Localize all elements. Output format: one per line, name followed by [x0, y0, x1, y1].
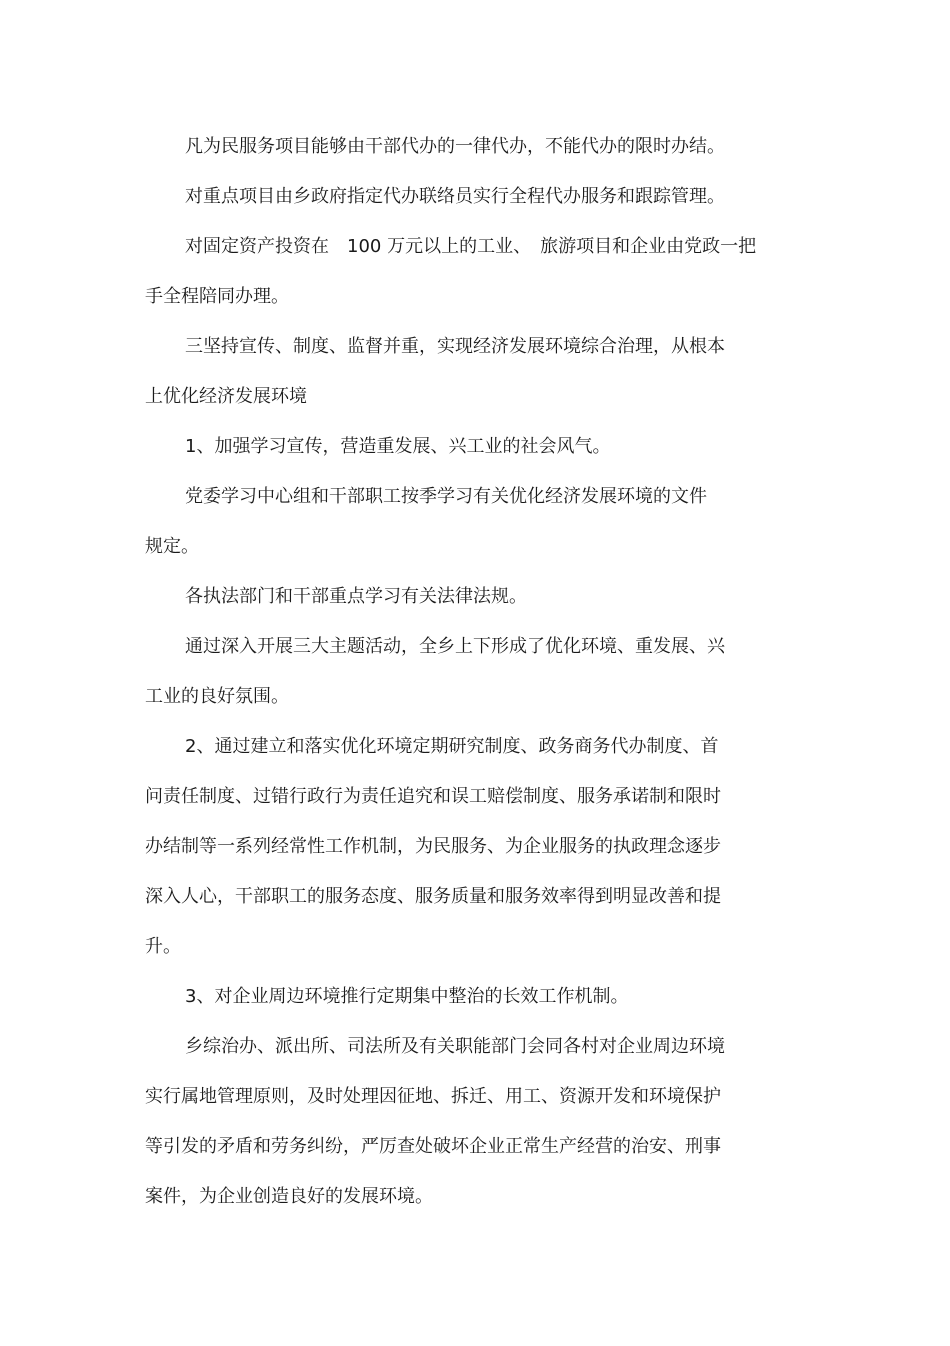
text-line: 等引发的矛盾和劳务纠纷，严厉查处破坏企业正常生产经营的治安、刑事	[145, 1136, 721, 1157]
text-line: 问责任制度、过错行政行为责任追究和误工赔偿制度、服务承诺制和限时	[145, 786, 721, 807]
text-line: 对重点项目由乡政府指定代办联络员实行全程代办服务和跟踪管理。	[185, 186, 725, 207]
text-line: 1、加强学习宣传，营造重发展、兴工业的社会风气。	[185, 436, 611, 457]
paragraph-3	[145, 222, 795, 322]
text-line: 规定。	[145, 536, 199, 557]
paragraph-5	[145, 422, 795, 472]
paragraph-1	[145, 122, 795, 172]
text-line: 党委学习中心组和干部职工按季学习有关优化经济发展环境的文件	[185, 486, 707, 507]
paragraph-7	[145, 572, 795, 622]
text-line: 上优化经济发展环境	[145, 386, 307, 407]
paragraph-8	[145, 622, 795, 722]
text-line: 案件，为企业创造良好的发展环境。	[145, 1186, 433, 1207]
text-line: 工业的良好氛围。	[145, 686, 289, 707]
text-line: 手全程陪同办理。	[145, 286, 289, 307]
text-line: 3、对企业周边环境推行定期集中整治的长效工作机制。	[185, 986, 629, 1007]
paragraph-10	[145, 972, 795, 1022]
document-body	[145, 122, 795, 1222]
paragraph-11	[145, 1022, 795, 1222]
text-line: 凡为民服务项目能够由干部代办的一律代办，不能代办的限时办结。	[185, 136, 725, 157]
text-line: 三坚持宣传、制度、监督并重，实现经济发展环境综合治理，从根本	[185, 336, 725, 357]
text-line: 各执法部门和干部重点学习有关法律法规。	[185, 586, 527, 607]
text-line: 2、通过建立和落实优化环境定期研究制度、政务商务代办制度、首	[185, 736, 719, 757]
text-line: 深入人心，干部职工的服务态度、服务质量和服务效率得到明显改善和提	[145, 886, 721, 907]
paragraph-6	[145, 472, 795, 572]
text-line: 对固定资产投资在 100 万元以上的工业、 旅游项目和企业由党政一把	[185, 236, 757, 257]
text-line: 通过深入开展三大主题活动，全乡上下形成了优化环境、重发展、兴	[185, 636, 725, 657]
text-line: 升。	[145, 936, 181, 957]
paragraph-9	[145, 722, 795, 972]
paragraph-2	[145, 172, 795, 222]
paragraph-4	[145, 322, 795, 422]
text-line: 乡综治办、派出所、司法所及有关职能部门会同各村对企业周边环境	[185, 1036, 725, 1057]
text-line: 办结制等一系列经常性工作机制，为民服务、为企业服务的执政理念逐步	[145, 836, 721, 857]
text-line: 实行属地管理原则，及时处理因征地、拆迁、用工、资源开发和环境保护	[145, 1086, 721, 1107]
